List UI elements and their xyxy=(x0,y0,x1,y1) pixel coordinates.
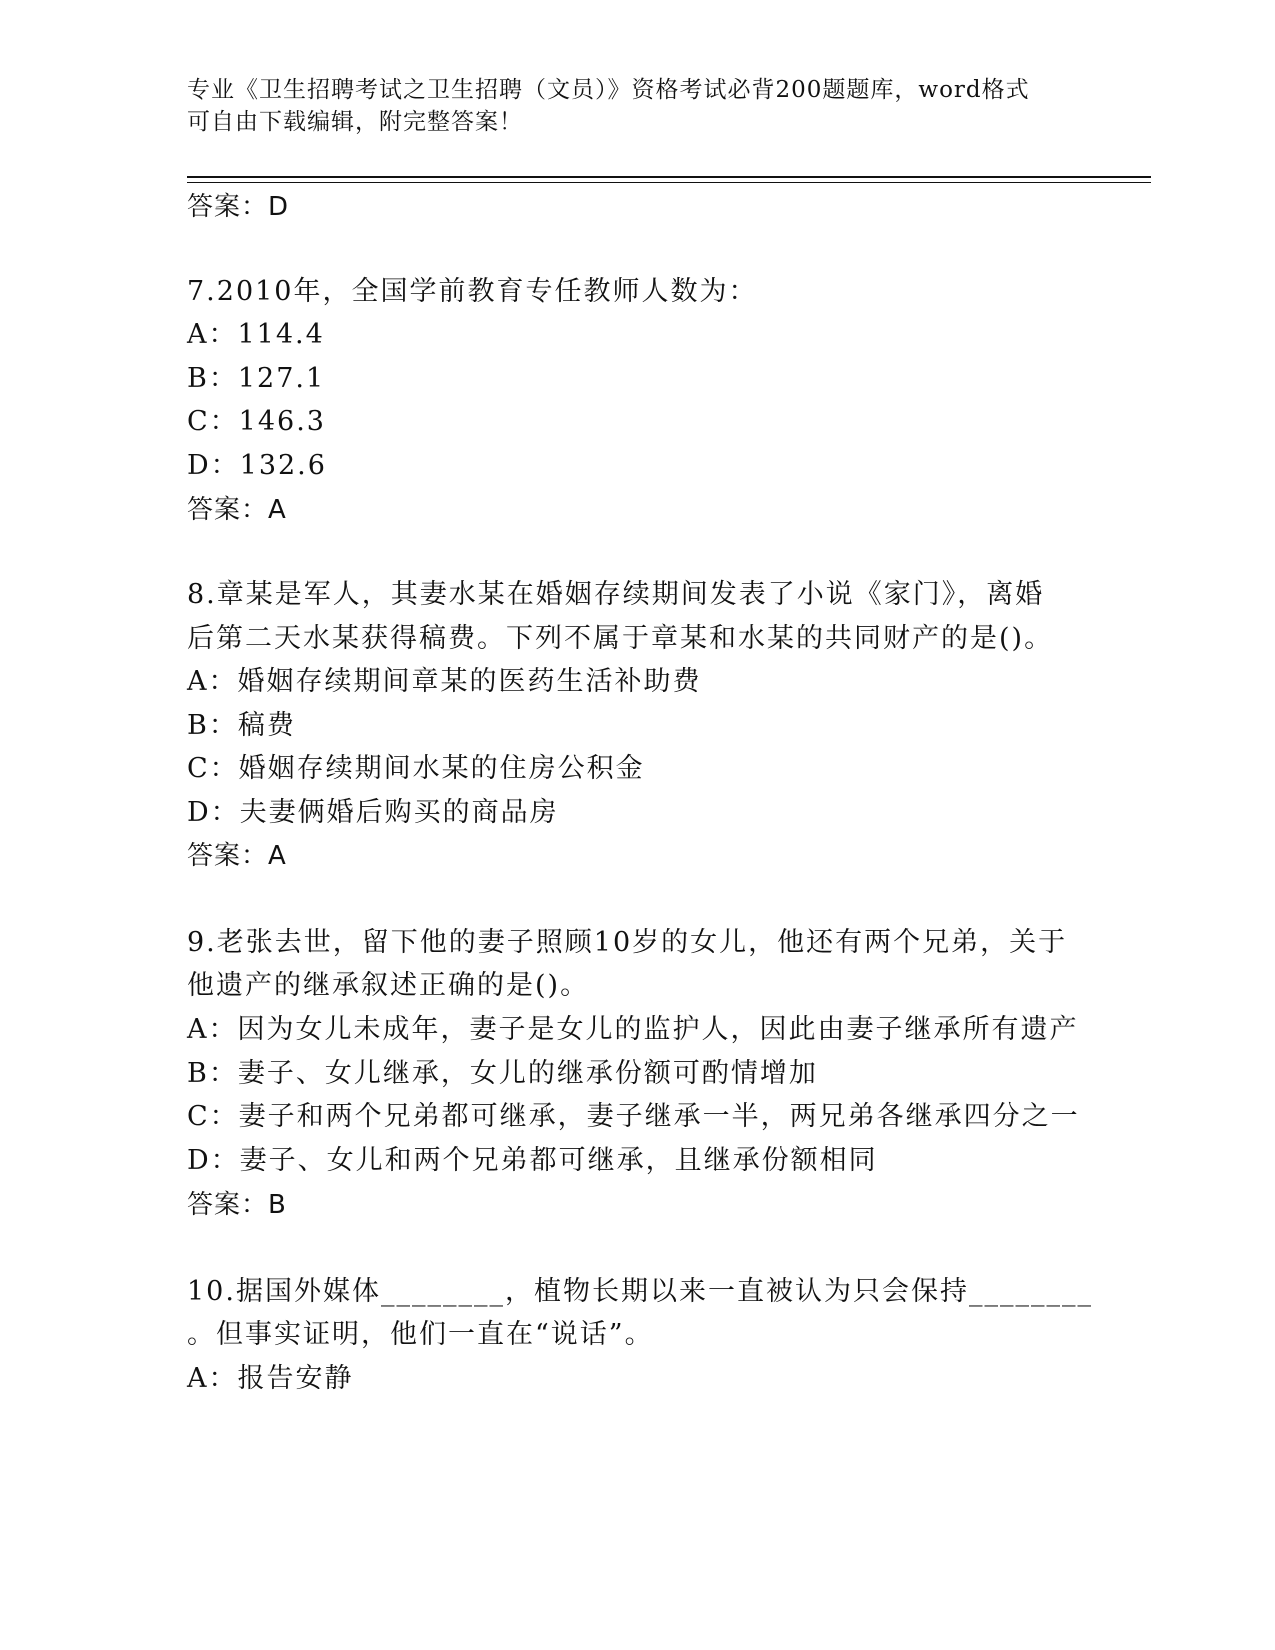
q9-option-a: A：因为女儿未成年，妻子是女儿的监护人，因此由妻子继承所有遗产 xyxy=(187,1014,1079,1045)
q7-option-c: C：146.3 xyxy=(187,406,326,437)
q9-option-b: B：妻子、女儿继承，女儿的继承份额可酌情增加 xyxy=(187,1058,818,1089)
q10-option-a: A：报告安静 xyxy=(187,1363,354,1394)
prev-answer: 答案：D xyxy=(187,192,290,222)
document-header xyxy=(187,74,1087,138)
q9-stem-line-2: 他遗产的继承叙述正确的是()。 xyxy=(187,970,590,1001)
q8-option-d: D：夫妻俩婚后购买的商品房 xyxy=(187,797,559,828)
q7-option-d: D：132.6 xyxy=(187,450,327,481)
q8-answer: 答案：A xyxy=(187,841,287,871)
q8-option-b: B：稿费 xyxy=(187,710,296,741)
q8-option-c: C：婚姻存续期间水某的住房公积金 xyxy=(187,753,645,784)
header-line-2: 可自由下载编辑，附完整答案！ xyxy=(187,109,523,135)
q9-option-d: D：妻子、女儿和两个兄弟都可继承，且继承份额相同 xyxy=(187,1145,878,1176)
header-rule-thin xyxy=(187,182,1151,183)
q8-stem-line-1: 8.章某是军人，其妻水某在婚姻存续期间发表了小说《家门》，离婚 xyxy=(187,579,1045,610)
q9-option-c: C：妻子和两个兄弟都可继承，妻子继承一半，两兄弟各继承四分之一 xyxy=(187,1101,1080,1132)
q7-option-b: B：127.1 xyxy=(187,363,326,394)
header-line-1: 专业《卫生招聘考试之卫生招聘（文员）》资格考试必背200题题库，word格式 xyxy=(187,77,1030,103)
q8-stem-line-2: 后第二天水某获得稿费。下列不属于章某和水某的共同财产的是()。 xyxy=(187,623,1054,654)
q7-answer: 答案：A xyxy=(187,495,287,525)
q7-option-a: A：114.4 xyxy=(187,319,325,350)
q10-stem-line-2: 。但事实证明，他们一直在“说话”。 xyxy=(187,1319,654,1350)
q9-answer: 答案：B xyxy=(187,1190,287,1220)
header-rule-thick xyxy=(187,176,1151,178)
q9-stem-line-1: 9.老张去世，留下他的妻子照顾10岁的女儿，他还有两个兄弟，关于 xyxy=(187,927,1068,958)
q8-option-a: A：婚姻存续期间章某的医药生活补助费 xyxy=(187,666,702,697)
q10-stem-line-1: 10.据国外媒体________，植物长期以来一直被认为只会保持________ xyxy=(187,1276,1093,1307)
q7-stem: 7.2010年，全国学前教育专任教师人数为： xyxy=(187,276,758,307)
